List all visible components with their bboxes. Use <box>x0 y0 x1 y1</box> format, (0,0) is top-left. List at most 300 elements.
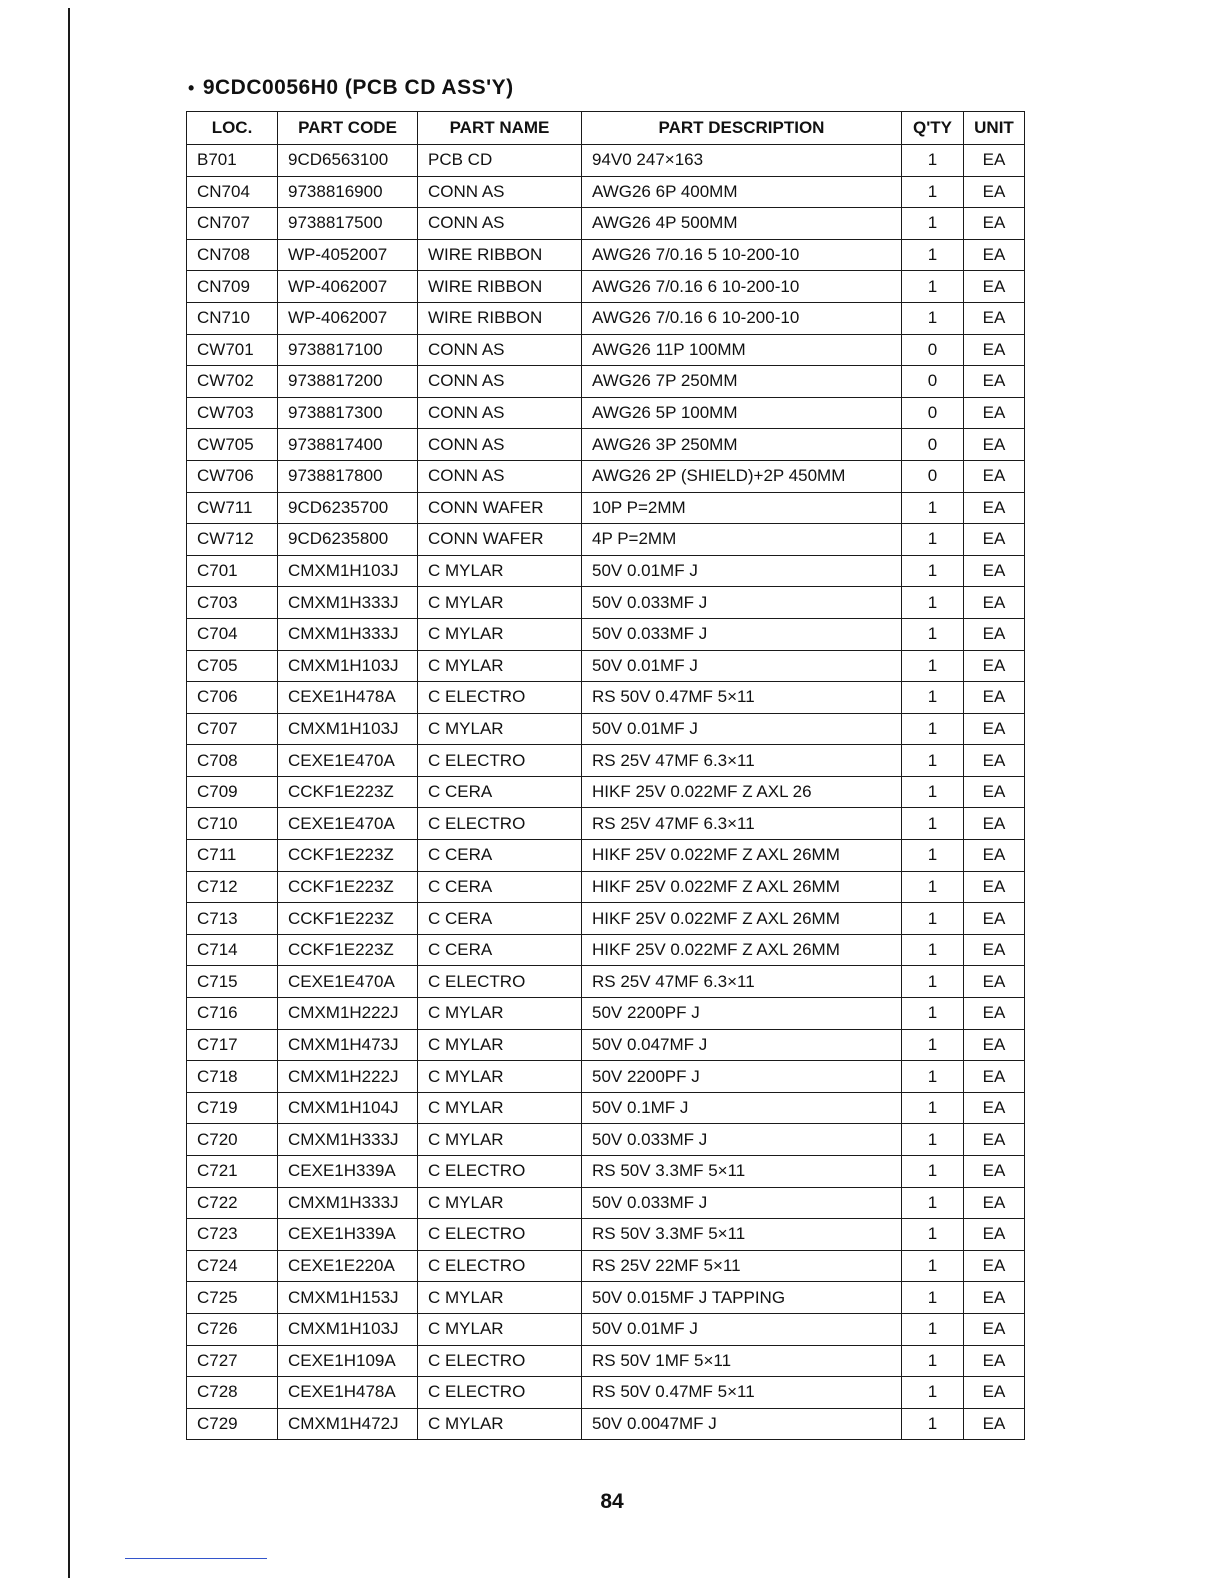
cell-part-name: C ELECTRO <box>418 966 582 998</box>
cell-part-description: 4P P=2MM <box>582 524 902 556</box>
cell-qty: 1 <box>902 1219 964 1251</box>
page-number: 84 <box>600 1490 624 1513</box>
table-body <box>187 145 1025 1440</box>
cell-part-description: 50V 0.047MF J <box>582 1029 902 1061</box>
cell-qty: 1 <box>902 840 964 872</box>
cell-loc: C712 <box>187 871 278 903</box>
table-row <box>187 1313 1025 1345</box>
table-row <box>187 713 1025 745</box>
cell-qty: 1 <box>902 1092 964 1124</box>
cell-qty: 1 <box>902 1187 964 1219</box>
cell-qty: 1 <box>902 239 964 271</box>
cell-loc: C728 <box>187 1377 278 1409</box>
table-header-row <box>187 112 1025 145</box>
cell-qty: 1 <box>902 776 964 808</box>
cell-unit: EA <box>964 460 1025 492</box>
cell-part-name: C MYLAR <box>418 555 582 587</box>
cell-part-code: 9738817300 <box>278 397 418 429</box>
cell-part-description: 94V0 247×163 <box>582 145 902 177</box>
cell-qty: 1 <box>902 1408 964 1440</box>
cell-unit: EA <box>964 650 1025 682</box>
header-part-description: PART DESCRIPTION <box>582 112 902 145</box>
table-row <box>187 1250 1025 1282</box>
cell-part-name: C ELECTRO <box>418 1345 582 1377</box>
cell-part-name: C MYLAR <box>418 1029 582 1061</box>
cell-part-code: CCKF1E223Z <box>278 903 418 935</box>
cell-part-name: C MYLAR <box>418 650 582 682</box>
cell-qty: 1 <box>902 998 964 1030</box>
cell-loc: C713 <box>187 903 278 935</box>
cell-unit: EA <box>964 1313 1025 1345</box>
cell-part-code: 9738817400 <box>278 429 418 461</box>
cell-unit: EA <box>964 1408 1025 1440</box>
cell-loc: B701 <box>187 145 278 177</box>
cell-loc: C723 <box>187 1219 278 1251</box>
cell-qty: 1 <box>902 903 964 935</box>
cell-part-description: 50V 0.01MF J <box>582 713 902 745</box>
cell-part-code: CCKF1E223Z <box>278 776 418 808</box>
cell-part-code: CMXM1H153J <box>278 1282 418 1314</box>
cell-qty: 1 <box>902 871 964 903</box>
cell-part-description: 50V 0.01MF J <box>582 555 902 587</box>
cell-part-code: CCKF1E223Z <box>278 871 418 903</box>
cell-unit: EA <box>964 1345 1025 1377</box>
cell-part-name: C MYLAR <box>418 1408 582 1440</box>
parts-list-table <box>186 111 1025 1440</box>
cell-unit: EA <box>964 1219 1025 1251</box>
cell-part-description: AWG26 5P 100MM <box>582 397 902 429</box>
table-row <box>187 555 1025 587</box>
cell-part-description: HIKF 25V 0.022MF Z AXL 26MM <box>582 871 902 903</box>
cell-loc: CW701 <box>187 334 278 366</box>
cell-part-name: C ELECTRO <box>418 745 582 777</box>
cell-qty: 1 <box>902 1377 964 1409</box>
cell-loc: C716 <box>187 998 278 1030</box>
cell-part-description: 50V 2200PF J <box>582 998 902 1030</box>
cell-unit: EA <box>964 429 1025 461</box>
cell-part-code: 9738817500 <box>278 208 418 240</box>
cell-loc: C709 <box>187 776 278 808</box>
cell-part-description: RS 50V 3.3MF 5×11 <box>582 1156 902 1188</box>
table-row <box>187 1219 1025 1251</box>
cell-part-name: C CERA <box>418 871 582 903</box>
cell-part-code: CMXM1H103J <box>278 650 418 682</box>
table-row <box>187 208 1025 240</box>
cell-part-description: 50V 2200PF J <box>582 1061 902 1093</box>
table-row <box>187 808 1025 840</box>
cell-unit: EA <box>964 1092 1025 1124</box>
cell-loc: C711 <box>187 840 278 872</box>
cell-unit: EA <box>964 145 1025 177</box>
table-row <box>187 903 1025 935</box>
cell-part-code: CMXM1H104J <box>278 1092 418 1124</box>
cell-part-code: CEXE1E220A <box>278 1250 418 1282</box>
cell-qty: 1 <box>902 618 964 650</box>
cell-part-name: CONN AS <box>418 176 582 208</box>
cell-unit: EA <box>964 840 1025 872</box>
table-row <box>187 302 1025 334</box>
cell-loc: CW703 <box>187 397 278 429</box>
cell-part-description: RS 25V 47MF 6.3×11 <box>582 745 902 777</box>
table-row <box>187 650 1025 682</box>
cell-qty: 1 <box>902 492 964 524</box>
cell-part-description: RS 25V 47MF 6.3×11 <box>582 966 902 998</box>
table-row <box>187 998 1025 1030</box>
cell-part-code: 9738817200 <box>278 366 418 398</box>
cell-part-name: WIRE RIBBON <box>418 271 582 303</box>
cell-part-name: C MYLAR <box>418 1187 582 1219</box>
cell-part-code: CEXE1H478A <box>278 682 418 714</box>
cell-loc: C705 <box>187 650 278 682</box>
cell-part-description: AWG26 6P 400MM <box>582 176 902 208</box>
cell-loc: C721 <box>187 1156 278 1188</box>
cell-qty: 1 <box>902 808 964 840</box>
table-row <box>187 271 1025 303</box>
table-row <box>187 966 1025 998</box>
cell-loc: CW706 <box>187 460 278 492</box>
cell-part-code: CMXM1H103J <box>278 713 418 745</box>
left-margin-rule <box>68 8 70 1578</box>
cell-part-name: PCB CD <box>418 145 582 177</box>
cell-unit: EA <box>964 334 1025 366</box>
cell-qty: 1 <box>902 208 964 240</box>
cell-loc: C701 <box>187 555 278 587</box>
cell-unit: EA <box>964 808 1025 840</box>
table-row <box>187 145 1025 177</box>
cell-part-name: CONN AS <box>418 366 582 398</box>
cell-part-code: CMXM1H473J <box>278 1029 418 1061</box>
cell-part-description: 50V 0.033MF J <box>582 1187 902 1219</box>
cell-loc: CN707 <box>187 208 278 240</box>
cell-part-name: CONN AS <box>418 460 582 492</box>
cell-part-name: C MYLAR <box>418 1124 582 1156</box>
cell-part-code: 9CD6235700 <box>278 492 418 524</box>
cell-unit: EA <box>964 966 1025 998</box>
cell-loc: C725 <box>187 1282 278 1314</box>
cell-part-name: CONN AS <box>418 334 582 366</box>
table-row <box>187 1124 1025 1156</box>
cell-part-description: AWG26 3P 250MM <box>582 429 902 461</box>
cell-part-code: CCKF1E223Z <box>278 934 418 966</box>
cell-unit: EA <box>964 492 1025 524</box>
cell-part-name: WIRE RIBBON <box>418 239 582 271</box>
cell-part-description: 50V 0.0047MF J <box>582 1408 902 1440</box>
table-row <box>187 1029 1025 1061</box>
cell-unit: EA <box>964 397 1025 429</box>
cell-loc: C710 <box>187 808 278 840</box>
cell-part-description: AWG26 7/0.16 6 10-200-10 <box>582 302 902 334</box>
cell-loc: C704 <box>187 618 278 650</box>
cell-qty: 1 <box>902 271 964 303</box>
cell-unit: EA <box>964 1029 1025 1061</box>
cell-qty: 1 <box>902 1061 964 1093</box>
cell-part-name: C CERA <box>418 840 582 872</box>
cell-unit: EA <box>964 302 1025 334</box>
cell-part-name: C CERA <box>418 903 582 935</box>
cell-qty: 1 <box>902 302 964 334</box>
cell-part-code: CMXM1H472J <box>278 1408 418 1440</box>
cell-qty: 1 <box>902 1156 964 1188</box>
cell-part-description: RS 50V 3.3MF 5×11 <box>582 1219 902 1251</box>
table-row <box>187 840 1025 872</box>
cell-part-name: C MYLAR <box>418 1092 582 1124</box>
cell-qty: 1 <box>902 745 964 777</box>
table-row <box>187 776 1025 808</box>
cell-qty: 0 <box>902 366 964 398</box>
cell-part-code: CEXE1H109A <box>278 1345 418 1377</box>
cell-part-code: CCKF1E223Z <box>278 840 418 872</box>
table-row <box>187 587 1025 619</box>
cell-part-code: CEXE1E470A <box>278 808 418 840</box>
cell-unit: EA <box>964 1377 1025 1409</box>
cell-loc: CN704 <box>187 176 278 208</box>
section-title-text: 9CDC0056H0 (PCB CD ASS'Y) <box>202 76 514 99</box>
cell-unit: EA <box>964 176 1025 208</box>
cell-qty: 1 <box>902 934 964 966</box>
cell-unit: EA <box>964 524 1025 556</box>
table-row <box>187 745 1025 777</box>
cell-qty: 1 <box>902 1250 964 1282</box>
cell-part-code: CMXM1H103J <box>278 1313 418 1345</box>
cell-loc: C706 <box>187 682 278 714</box>
table-row <box>187 176 1025 208</box>
cell-part-name: CONN AS <box>418 397 582 429</box>
cell-part-name: CONN AS <box>418 429 582 461</box>
cell-loc: CN709 <box>187 271 278 303</box>
table-row <box>187 1282 1025 1314</box>
cell-qty: 0 <box>902 429 964 461</box>
table-row <box>187 1377 1025 1409</box>
cell-loc: C722 <box>187 1187 278 1219</box>
cell-unit: EA <box>964 208 1025 240</box>
cell-part-description: RS 50V 0.47MF 5×11 <box>582 682 902 714</box>
cell-part-description: 50V 0.015MF J TAPPING <box>582 1282 902 1314</box>
cell-part-name: C MYLAR <box>418 618 582 650</box>
cell-part-code: CMXM1H333J <box>278 1187 418 1219</box>
cell-loc: CW711 <box>187 492 278 524</box>
cell-qty: 1 <box>902 1345 964 1377</box>
cell-part-code: CMXM1H222J <box>278 998 418 1030</box>
cell-part-code: 9CD6235800 <box>278 524 418 556</box>
cell-loc: C703 <box>187 587 278 619</box>
cell-part-description: AWG26 7/0.16 6 10-200-10 <box>582 271 902 303</box>
cell-qty: 1 <box>902 587 964 619</box>
cell-part-name: CONN AS <box>418 208 582 240</box>
table-row <box>187 1092 1025 1124</box>
cell-unit: EA <box>964 1250 1025 1282</box>
table-row <box>187 239 1025 271</box>
cell-unit: EA <box>964 1282 1025 1314</box>
cell-part-name: C ELECTRO <box>418 682 582 714</box>
cell-part-name: C ELECTRO <box>418 1250 582 1282</box>
cell-loc: C714 <box>187 934 278 966</box>
cell-part-code: CEXE1E470A <box>278 966 418 998</box>
cell-qty: 1 <box>902 713 964 745</box>
cell-unit: EA <box>964 239 1025 271</box>
cell-unit: EA <box>964 271 1025 303</box>
cell-part-description: 50V 0.01MF J <box>582 1313 902 1345</box>
cell-part-name: CONN WAFER <box>418 492 582 524</box>
cell-loc: C720 <box>187 1124 278 1156</box>
cell-qty: 1 <box>902 555 964 587</box>
cell-part-description: RS 50V 1MF 5×11 <box>582 1345 902 1377</box>
header-qty: Q'TY <box>902 112 964 145</box>
section-title <box>188 76 514 100</box>
cell-part-description: 10P P=2MM <box>582 492 902 524</box>
cell-unit: EA <box>964 745 1025 777</box>
cell-part-code: CEXE1H339A <box>278 1219 418 1251</box>
cell-part-name: WIRE RIBBON <box>418 302 582 334</box>
table-row <box>187 1156 1025 1188</box>
cell-part-description: 50V 0.033MF J <box>582 618 902 650</box>
table-row <box>187 1408 1025 1440</box>
cell-part-code: WP-4062007 <box>278 271 418 303</box>
cell-part-description: AWG26 2P (SHIELD)+2P 450MM <box>582 460 902 492</box>
cell-part-code: 9738816900 <box>278 176 418 208</box>
cell-part-name: C ELECTRO <box>418 1156 582 1188</box>
table-row <box>187 682 1025 714</box>
cell-qty: 1 <box>902 1313 964 1345</box>
table-row <box>187 397 1025 429</box>
cell-part-description: RS 25V 22MF 5×11 <box>582 1250 902 1282</box>
table-row <box>187 492 1025 524</box>
table-row <box>187 1061 1025 1093</box>
cell-loc: C717 <box>187 1029 278 1061</box>
cell-part-description: HIKF 25V 0.022MF Z AXL 26MM <box>582 934 902 966</box>
cell-unit: EA <box>964 366 1025 398</box>
table-row <box>187 429 1025 461</box>
cell-loc: CW705 <box>187 429 278 461</box>
footer-rule <box>125 1558 267 1559</box>
cell-qty: 0 <box>902 397 964 429</box>
cell-loc: CN710 <box>187 302 278 334</box>
cell-loc: CW712 <box>187 524 278 556</box>
cell-part-name: C CERA <box>418 934 582 966</box>
cell-unit: EA <box>964 1156 1025 1188</box>
cell-unit: EA <box>964 903 1025 935</box>
cell-part-code: CEXE1H478A <box>278 1377 418 1409</box>
cell-part-code: WP-4052007 <box>278 239 418 271</box>
cell-unit: EA <box>964 934 1025 966</box>
cell-loc: C715 <box>187 966 278 998</box>
bullet-icon: • <box>188 78 195 98</box>
cell-part-name: C MYLAR <box>418 1313 582 1345</box>
cell-part-description: 50V 0.01MF J <box>582 650 902 682</box>
cell-qty: 1 <box>902 176 964 208</box>
cell-qty: 1 <box>902 1029 964 1061</box>
cell-part-code: CMXM1H333J <box>278 1124 418 1156</box>
cell-unit: EA <box>964 618 1025 650</box>
cell-part-description: AWG26 7/0.16 5 10-200-10 <box>582 239 902 271</box>
cell-part-code: CMXM1H333J <box>278 587 418 619</box>
table-row <box>187 334 1025 366</box>
cell-part-description: RS 25V 47MF 6.3×11 <box>582 808 902 840</box>
cell-unit: EA <box>964 713 1025 745</box>
cell-qty: 0 <box>902 460 964 492</box>
cell-qty: 1 <box>902 1124 964 1156</box>
cell-part-description: RS 50V 0.47MF 5×11 <box>582 1377 902 1409</box>
cell-part-description: AWG26 4P 500MM <box>582 208 902 240</box>
header-loc: LOC. <box>187 112 278 145</box>
cell-loc: C727 <box>187 1345 278 1377</box>
cell-part-code: CEXE1H339A <box>278 1156 418 1188</box>
cell-part-name: C ELECTRO <box>418 1377 582 1409</box>
table-row <box>187 1345 1025 1377</box>
header-part-code: PART CODE <box>278 112 418 145</box>
cell-qty: 1 <box>902 650 964 682</box>
cell-loc: CW702 <box>187 366 278 398</box>
cell-part-name: C MYLAR <box>418 1061 582 1093</box>
cell-part-description: HIKF 25V 0.022MF Z AXL 26MM <box>582 903 902 935</box>
cell-part-description: AWG26 11P 100MM <box>582 334 902 366</box>
cell-unit: EA <box>964 776 1025 808</box>
cell-unit: EA <box>964 555 1025 587</box>
cell-part-code: CEXE1E470A <box>278 745 418 777</box>
cell-unit: EA <box>964 587 1025 619</box>
cell-part-code: CMXM1H103J <box>278 555 418 587</box>
table-row <box>187 618 1025 650</box>
cell-part-description: 50V 0.033MF J <box>582 1124 902 1156</box>
cell-unit: EA <box>964 1187 1025 1219</box>
cell-part-description: 50V 0.033MF J <box>582 587 902 619</box>
cell-qty: 0 <box>902 334 964 366</box>
cell-unit: EA <box>964 1124 1025 1156</box>
cell-part-code: 9738817800 <box>278 460 418 492</box>
cell-part-description: 50V 0.1MF J <box>582 1092 902 1124</box>
cell-part-code: CMXM1H333J <box>278 618 418 650</box>
cell-unit: EA <box>964 871 1025 903</box>
cell-qty: 1 <box>902 966 964 998</box>
table-row <box>187 460 1025 492</box>
cell-part-description: HIKF 25V 0.022MF Z AXL 26 <box>582 776 902 808</box>
cell-loc: C707 <box>187 713 278 745</box>
cell-loc: C718 <box>187 1061 278 1093</box>
cell-part-code: CMXM1H222J <box>278 1061 418 1093</box>
cell-part-name: C MYLAR <box>418 713 582 745</box>
cell-part-name: CONN WAFER <box>418 524 582 556</box>
cell-loc: C708 <box>187 745 278 777</box>
cell-part-code: WP-4062007 <box>278 302 418 334</box>
cell-part-description: AWG26 7P 250MM <box>582 366 902 398</box>
cell-unit: EA <box>964 682 1025 714</box>
cell-part-name: C ELECTRO <box>418 808 582 840</box>
table-row <box>187 934 1025 966</box>
table-row <box>187 1187 1025 1219</box>
table-row <box>187 871 1025 903</box>
header-part-name: PART NAME <box>418 112 582 145</box>
cell-unit: EA <box>964 1061 1025 1093</box>
cell-loc: C726 <box>187 1313 278 1345</box>
cell-qty: 1 <box>902 1282 964 1314</box>
cell-part-name: C MYLAR <box>418 587 582 619</box>
table-row <box>187 524 1025 556</box>
cell-part-code: 9738817100 <box>278 334 418 366</box>
cell-qty: 1 <box>902 145 964 177</box>
cell-loc: C729 <box>187 1408 278 1440</box>
cell-part-name: C CERA <box>418 776 582 808</box>
cell-part-code: 9CD6563100 <box>278 145 418 177</box>
cell-loc: C719 <box>187 1092 278 1124</box>
cell-qty: 1 <box>902 524 964 556</box>
cell-loc: C724 <box>187 1250 278 1282</box>
cell-qty: 1 <box>902 682 964 714</box>
header-unit: UNIT <box>964 112 1025 145</box>
cell-loc: CN708 <box>187 239 278 271</box>
cell-part-name: C ELECTRO <box>418 1219 582 1251</box>
cell-unit: EA <box>964 998 1025 1030</box>
table-row <box>187 366 1025 398</box>
cell-part-name: C MYLAR <box>418 998 582 1030</box>
